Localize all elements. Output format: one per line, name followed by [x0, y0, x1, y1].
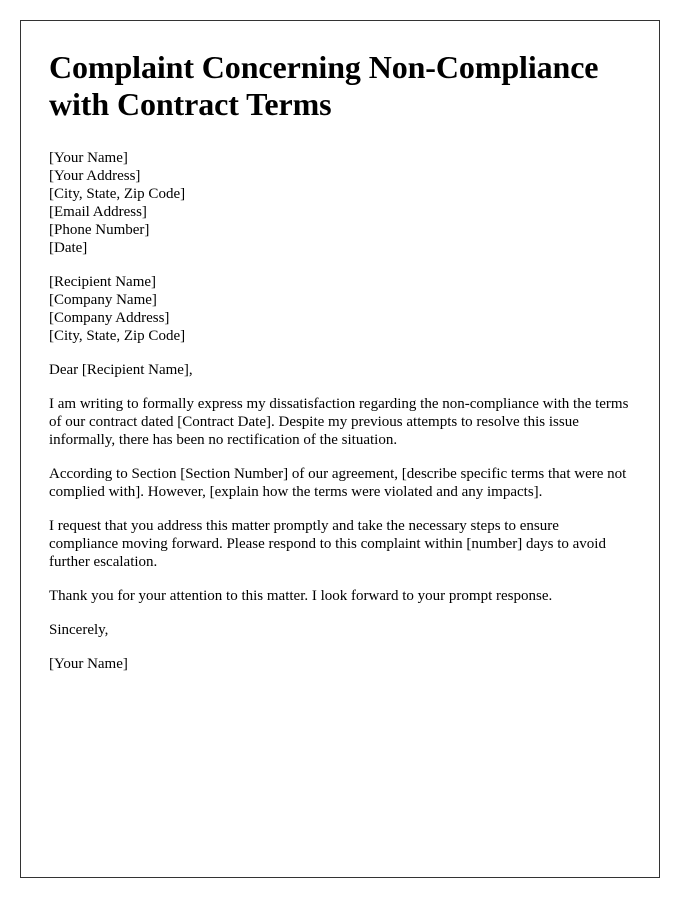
sender-block: [49, 149, 631, 257]
sender-email: [Email Address]: [49, 204, 147, 220]
sender-address: [Your Address]: [49, 168, 141, 184]
recipient-block: [49, 273, 631, 345]
letter-date: [Date]: [49, 240, 88, 256]
body-paragraph: Thank you for your attention to this matter. I look forward to your prompt response.: [49, 588, 553, 604]
body-paragraph: According to Section [Section Number] of our agreement, [describe specific terms that were not complied with]. However, [explain how the terms were violated and any impacts].: [49, 466, 627, 500]
letter-title: Complaint Concerning Non-Compliance with Contract Terms: [49, 49, 599, 122]
closing: Sincerely,: [49, 622, 109, 638]
recipient-company-address: [Company Address]: [49, 310, 170, 326]
body-paragraph: I am writing to formally express my dissatisfaction regarding the non-compliance with the terms of our contract dated [Contract Date]. Despite my previous attempts to resolve this issue informally, there has been no rectification of the situation.: [49, 396, 629, 448]
sender-name: [Your Name]: [49, 150, 128, 166]
recipient-company: [Company Name]: [49, 292, 157, 308]
body-paragraph: I request that you address this matter promptly and take the necessary steps to ensure compliance moving forward. Please respond to this complaint within [number] days to avoid further escalation.: [49, 518, 606, 570]
sender-phone: [Phone Number]: [49, 222, 150, 238]
sender-city-state-zip: [City, State, Zip Code]: [49, 186, 186, 202]
recipient-name: [Recipient Name]: [49, 274, 157, 290]
signature: [Your Name]: [49, 656, 128, 672]
salutation: Dear [Recipient Name],: [49, 362, 193, 378]
letter-page: [20, 20, 660, 878]
recipient-city-state-zip: [City, State, Zip Code]: [49, 328, 186, 344]
